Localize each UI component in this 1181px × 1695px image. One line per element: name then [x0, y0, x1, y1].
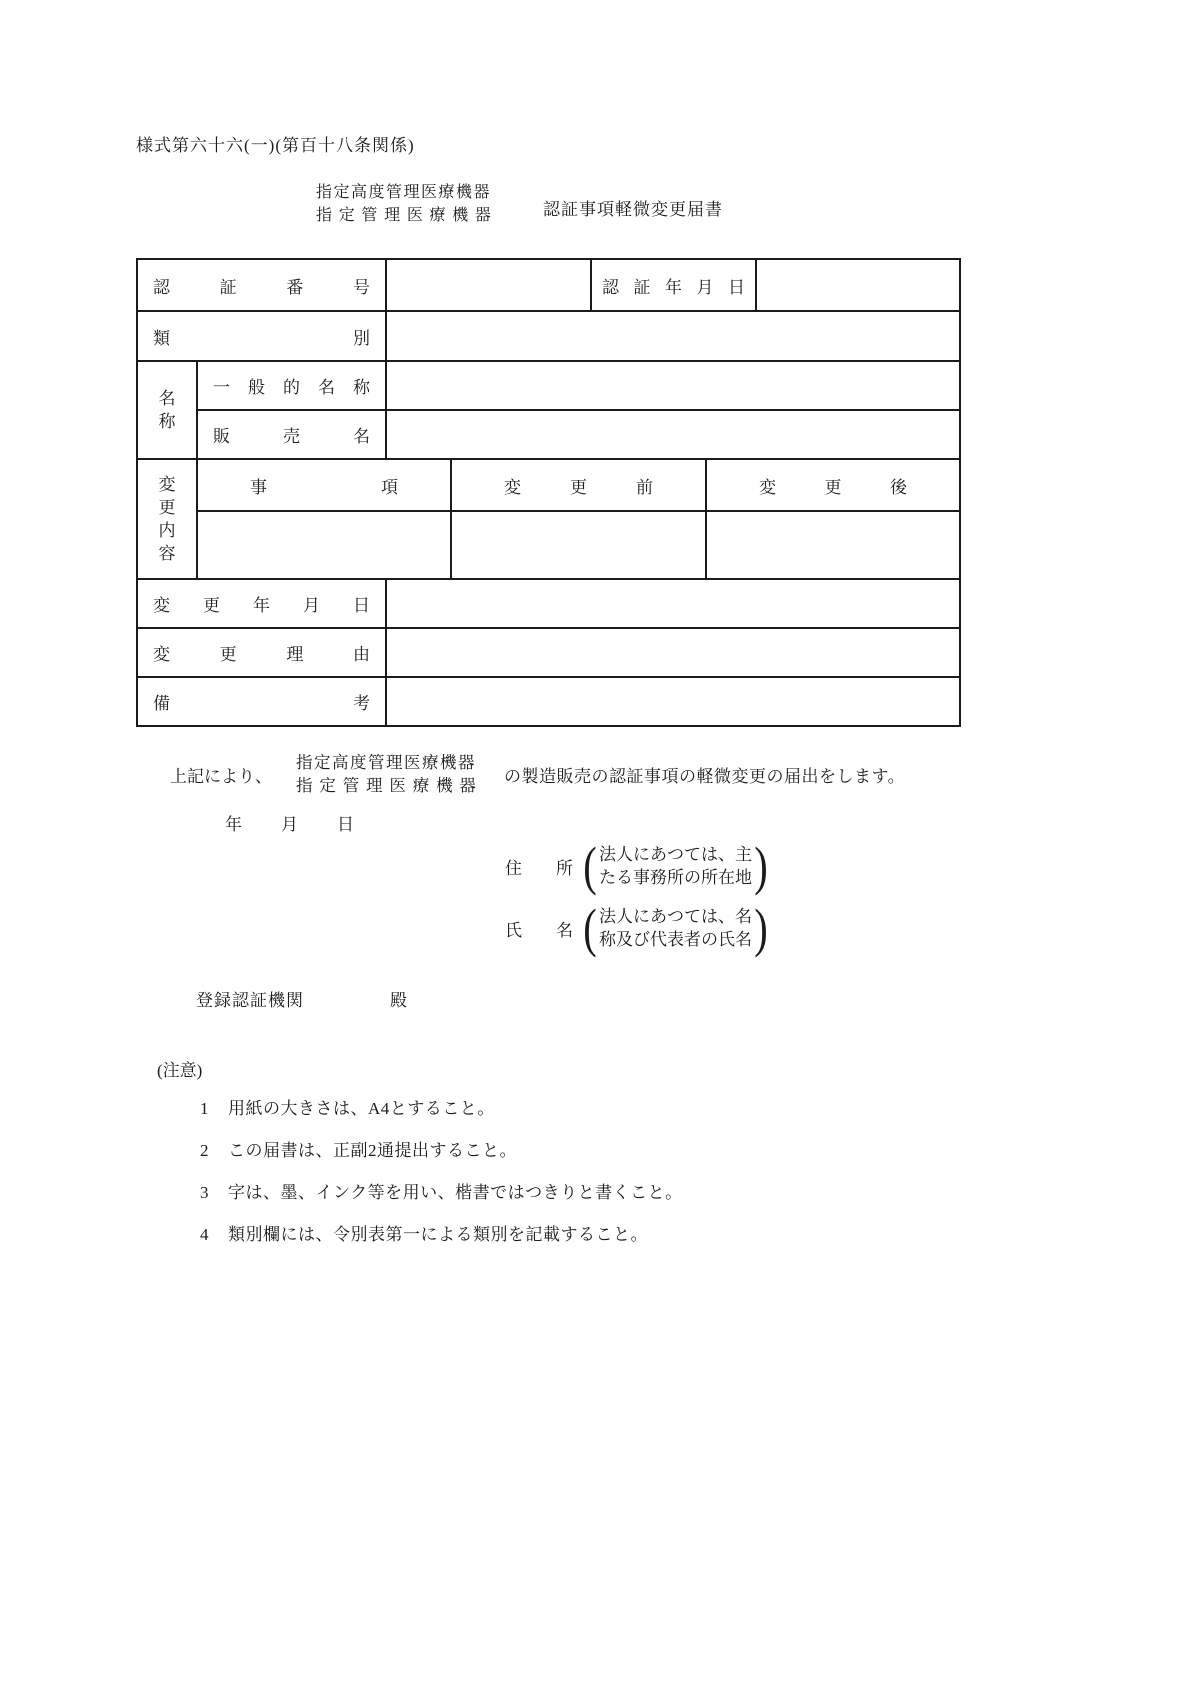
- brand-name-label: 販 売 名: [213, 427, 370, 446]
- remarks-field: [386, 677, 960, 726]
- change-reason-label: 変 更 理 由: [153, 645, 370, 664]
- declaration: [170, 751, 905, 797]
- note-text: 用紙の大きさは、A4とすること。: [228, 1099, 495, 1118]
- form-table: [136, 258, 961, 727]
- name-note: [599, 905, 752, 951]
- name-row: [505, 898, 770, 958]
- note-text: この届書は、正副2通提出すること。: [228, 1141, 517, 1160]
- name-note-line1: 法人にあつては、名: [598, 907, 752, 926]
- change-reason-field: [386, 628, 960, 677]
- note-item: [200, 1181, 683, 1205]
- recipient-honorific: 殿: [390, 991, 408, 1010]
- title-device-type-stack: [316, 181, 491, 227]
- before-header: 変 更 前: [504, 477, 653, 497]
- category-field: [386, 311, 960, 361]
- declaration-device-type-top: 指定高度管理医療機器: [296, 753, 476, 772]
- address-note: [599, 843, 752, 889]
- change-date-field: [386, 579, 960, 628]
- address-label: 住 所: [505, 858, 573, 878]
- cert-number-field: [386, 259, 591, 311]
- category-label: 類 別: [153, 328, 370, 348]
- address-row: [505, 836, 770, 896]
- note-item: [200, 1139, 683, 1163]
- change-group-label: 変 更 内 容: [158, 475, 176, 563]
- note-item: [200, 1097, 683, 1121]
- after-field: [706, 511, 960, 579]
- note-text: 類別欄には、令別表第一による類別を記載すること。: [228, 1225, 648, 1244]
- title-device-type-top: 指定高度管理医療機器: [316, 184, 492, 201]
- remarks-label: 備 考: [153, 694, 370, 713]
- note-number: 4: [200, 1225, 209, 1244]
- note-item: [200, 1223, 683, 1247]
- table-row: [137, 459, 960, 511]
- date-day-label: 日: [337, 815, 354, 834]
- title-device-type-bottom: 指 定 管 理 医 療 機 器: [316, 207, 491, 224]
- form-number: 様式第六十六(一)(第百十八条関係): [136, 136, 415, 155]
- name-paren-close: ): [754, 898, 768, 958]
- name-note-line2: 称及び代表者の氏名: [598, 930, 752, 949]
- change-date-label: 変 更 年 月 日: [153, 596, 370, 615]
- cert-date-label: 認 証 年 月 日: [602, 277, 745, 297]
- after-header: 変 更 後: [759, 477, 907, 497]
- declaration-device-type-stack: [296, 751, 476, 797]
- table-row: [137, 677, 960, 726]
- item-header: 事 項: [250, 477, 398, 497]
- note-number: 2: [200, 1141, 209, 1160]
- table-row: [137, 311, 960, 361]
- note-number: 3: [200, 1183, 209, 1202]
- recipient-org-label: 登録認証機関: [196, 991, 304, 1010]
- address-note-line2: たる事務所の所在地: [598, 868, 752, 887]
- cert-number-label: 認 証 番 号: [153, 277, 370, 297]
- item-field: [197, 511, 451, 579]
- address-note-line1: 法人にあつては、主: [598, 845, 752, 864]
- before-field: [451, 511, 706, 579]
- date-month-label: 月: [281, 815, 298, 834]
- name-paren-open: (: [583, 898, 597, 958]
- date-line: [225, 810, 354, 835]
- name-label: 氏 名: [505, 920, 573, 940]
- title-text: 認証事項軽微変更届書: [543, 199, 724, 219]
- address-paren-close: ): [754, 836, 768, 896]
- declaration-suffix: の製造販売の認証事項の軽微変更の届出をします。: [504, 766, 906, 786]
- generic-name-field: [386, 361, 960, 410]
- recipient-row: [196, 986, 408, 1011]
- cert-date-field: [756, 259, 960, 311]
- table-row: [137, 361, 960, 410]
- address-paren-open: (: [583, 836, 597, 896]
- notes-heading: (注意): [157, 1061, 203, 1080]
- note-number: 1: [200, 1099, 209, 1118]
- table-row: [137, 511, 960, 579]
- brand-name-field: [386, 410, 960, 459]
- table-row: [137, 410, 960, 459]
- generic-name-label: 一 般 的 名 称: [213, 378, 370, 397]
- notes-list: [200, 1097, 683, 1247]
- name-group-label: 名 称: [158, 389, 176, 431]
- note-text: 字は、墨、インク等を用い、楷書ではつきりと書くこと。: [228, 1183, 683, 1202]
- declaration-device-type-bottom: 指 定 管 理 医 療 機 器: [296, 776, 476, 795]
- form-title: [316, 181, 723, 227]
- table-row: [137, 628, 960, 677]
- table-row: [137, 259, 960, 311]
- date-year-label: 年: [225, 815, 242, 834]
- declaration-prefix: 上記により、: [170, 766, 272, 786]
- table-row: [137, 579, 960, 628]
